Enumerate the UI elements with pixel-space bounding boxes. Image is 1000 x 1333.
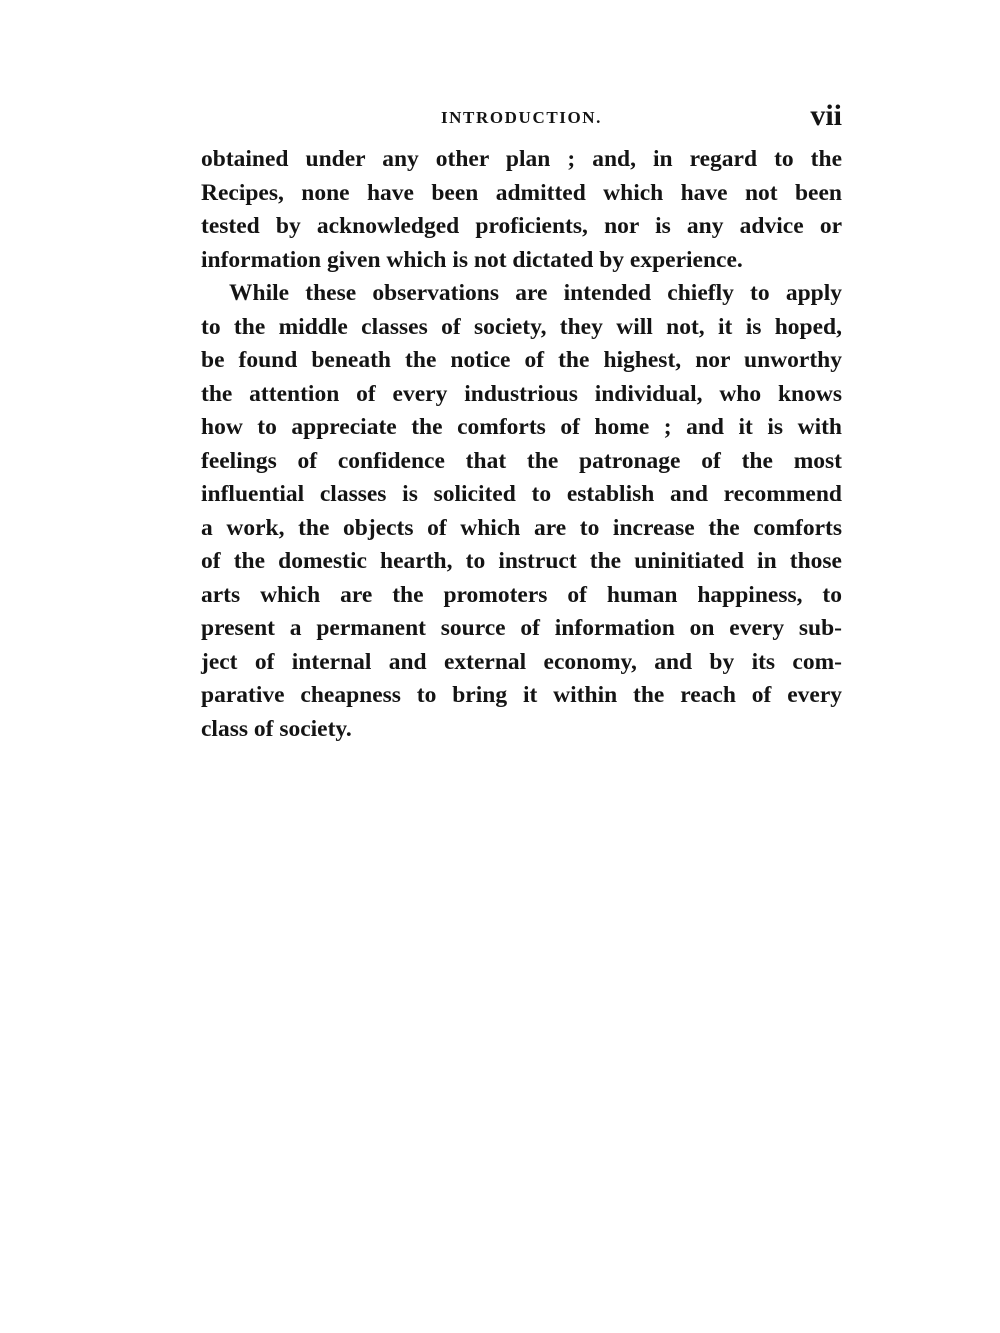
running-header [201,100,842,136]
text-line: obtained under any other plan ; and, in regard to the [201,146,842,172]
text-line: feelings of confidence that the patronage of the most [201,447,842,474]
text-line: class of society. [201,715,352,742]
text-line: Recipes, none have been admitted which have not been [201,179,842,206]
text-line: how to appreciate the comforts of home ; and it is with [201,414,842,440]
text-line: While these observations are intended chiefly to apply [229,280,842,306]
text-line: ject of internal and external economy, and by its com- [201,648,842,675]
text-line: be found beneath the notice of the highest, nor unworthy [201,347,842,373]
paragraph [201,277,842,746]
text-line: information given which is not dictated by experience. [201,246,743,273]
page-number: vii [810,99,842,132]
body-text [201,143,842,746]
text-line: of the domestic hearth, to instruct the uninitiated in those [201,548,842,574]
text-line: parative cheapness to bring it within the reach of every [201,682,842,708]
paragraph [201,143,842,277]
text-line: influential classes is solicited to establish and recommend [201,481,842,507]
text-line: tested by acknowledged proficients, nor is any advice or [201,213,842,239]
text-line: arts which are the promoters of human happiness, to [201,581,842,608]
text-line: present a permanent source of information on every sub- [201,615,842,641]
text-line: to the middle classes of society, they will not, it is hoped, [201,313,842,340]
text-line: a work, the objects of which are to increase the comforts [201,514,842,541]
running-title: INTRODUCTION. [440,108,603,127]
text-line: the attention of every industrious individual, who knows [201,380,842,407]
